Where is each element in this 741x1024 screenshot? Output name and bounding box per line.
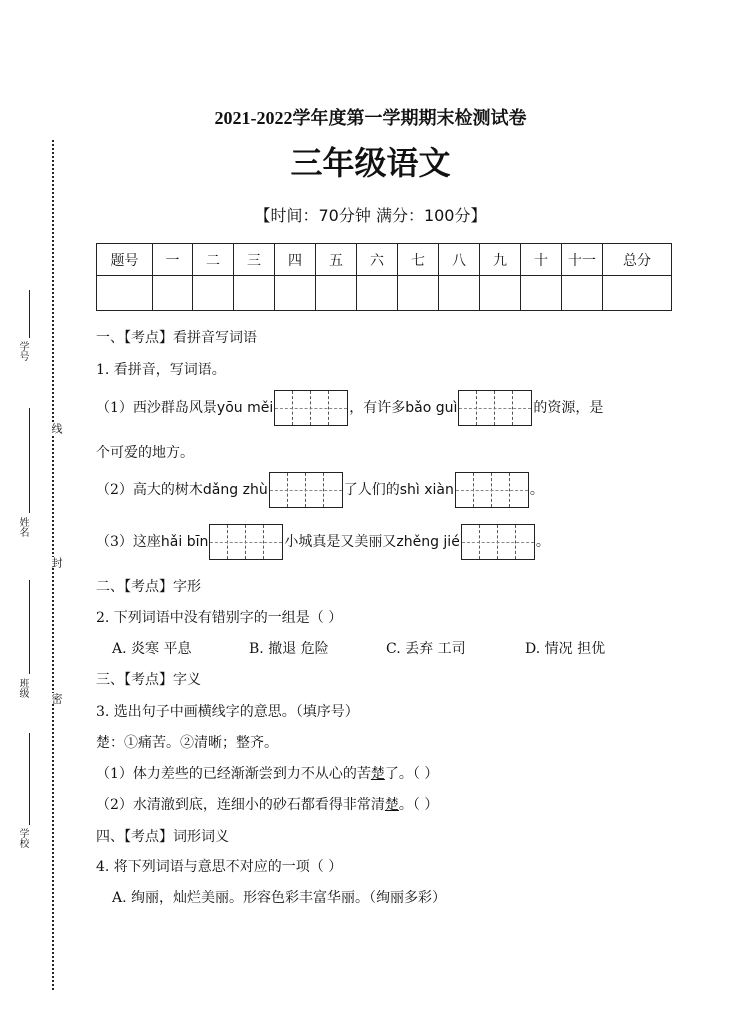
q1-line2-text-c: 。 xyxy=(529,482,544,498)
score-entry-cell[interactable] xyxy=(316,276,357,311)
section4-heading: 四、【考点】词形词义 xyxy=(96,829,229,845)
score-entry-cell[interactable] xyxy=(603,276,672,311)
writing-box[interactable] xyxy=(455,472,529,508)
q3-s1-text-b: 了。（ ） xyxy=(384,766,439,782)
score-header-cell: 三 xyxy=(234,244,275,276)
exam-title: 2021-2022学年度第一学期期末检测试卷 xyxy=(214,108,527,128)
score-header-cell: 十一 xyxy=(562,244,603,276)
q4-title: 4. 将下列词语与意思不对应的一项（ ） xyxy=(96,859,343,875)
pinyin-zhengjie: zhěng jié xyxy=(396,534,460,550)
q3-sentence-2 xyxy=(96,796,438,814)
score-entry-row xyxy=(97,276,672,311)
binding-mark-secret: 密 xyxy=(50,693,63,704)
q3-title: 3. 选出句子中画横线字的意思。（填序号） xyxy=(96,704,359,720)
name-blank[interactable] xyxy=(29,408,30,513)
score-header-cell: 九 xyxy=(480,244,521,276)
pinyin-shixian: shì xiàn xyxy=(399,482,454,498)
q1-line3 xyxy=(96,524,550,560)
pinyin-youmei: yōu měi xyxy=(216,400,274,416)
student-id-label: 学号 xyxy=(17,341,28,361)
q1-line2 xyxy=(96,472,544,508)
q3-s2-text-a: （2）水清澈到底，连细小的砂石都看得非常清 xyxy=(96,797,385,813)
score-entry-cell[interactable] xyxy=(439,276,480,311)
q1-title: 1. 看拼音，写词语。 xyxy=(96,362,226,378)
q3-s1-underlined-char: 楚 xyxy=(370,766,385,782)
score-header-cell: 八 xyxy=(439,244,480,276)
name-label: 姓名 xyxy=(17,517,28,537)
q3-meanings: 楚：①痛苦。②清晰；整齐。 xyxy=(96,735,278,751)
binding-mark-line: 线 xyxy=(50,423,63,434)
q2-option-d[interactable]: D. 情况 担优 xyxy=(525,641,606,657)
q3-sentence-1 xyxy=(96,765,438,783)
school-label: 学校 xyxy=(17,828,28,848)
q2-option-b[interactable]: B. 撤退 危险 xyxy=(249,641,329,657)
q1-line2-text-a: （2）高大的树木 xyxy=(96,482,203,498)
score-entry-cell[interactable] xyxy=(562,276,603,311)
q1-line1-text-b: ，有许多 xyxy=(349,400,406,416)
section3-heading: 三、【考点】字义 xyxy=(96,672,201,688)
q2-option-a[interactable]: A. 炎寒 平息 xyxy=(112,641,192,657)
writing-box[interactable] xyxy=(461,524,535,560)
q1-line1-text-a: （1）西沙群岛风景 xyxy=(96,400,217,416)
pinyin-baogui: bǎo guì xyxy=(405,400,458,416)
score-entry-cell[interactable] xyxy=(153,276,193,311)
pinyin-dangzhu: dǎng zhù xyxy=(202,482,268,498)
q2-option-c[interactable]: C. 丢弃 工司 xyxy=(386,641,466,657)
pinyin-haibin: hǎi bīn xyxy=(160,534,209,550)
score-header-cell: 五 xyxy=(316,244,357,276)
score-header-cell: 一 xyxy=(153,244,193,276)
writing-box[interactable] xyxy=(209,524,283,560)
q3-s2-underlined-char: 楚 xyxy=(384,797,399,813)
school-blank[interactable] xyxy=(29,733,30,825)
score-entry-cell[interactable] xyxy=(97,276,153,311)
score-header-row xyxy=(97,244,672,276)
writing-box[interactable] xyxy=(269,472,343,508)
q1-line3-text-c: 。 xyxy=(535,534,550,550)
q2-title: 2. 下列词语中没有错别字的一组是（ ） xyxy=(96,610,343,626)
q3-s1-text-a: （1）体力差些的已经渐渐尝到力不从心的苦 xyxy=(96,766,371,782)
score-header-cell: 四 xyxy=(275,244,316,276)
student-id-blank[interactable] xyxy=(29,290,30,338)
section1-heading: 一、【考点】看拼音写词语 xyxy=(96,330,257,346)
q1-line2-text-b: 了人们的 xyxy=(343,482,400,498)
q4-option-a[interactable]: A. 绚丽，灿烂美丽。形容色彩丰富华丽。（绚丽多彩） xyxy=(112,890,447,906)
score-entry-cell[interactable] xyxy=(193,276,234,311)
subject-title: 三年级语文 xyxy=(290,144,451,182)
score-header-cell: 总分 xyxy=(603,244,672,276)
writing-box[interactable] xyxy=(274,390,348,426)
q1-line1 xyxy=(96,390,603,426)
q1-line1-text-c: 的资源，是 xyxy=(533,400,604,416)
time-info: 【时间：70分钟 满分：100分】 xyxy=(254,206,487,225)
score-header-cell: 题号 xyxy=(97,244,153,276)
score-header-cell: 二 xyxy=(193,244,234,276)
score-header-cell: 六 xyxy=(357,244,398,276)
binding-mark-seal: 封 xyxy=(50,557,63,568)
class-blank[interactable] xyxy=(29,580,30,674)
q1-line3-text-a: （3）这座 xyxy=(96,534,161,550)
q1-line3-text-b: 小城真是又美丽又 xyxy=(284,534,397,550)
score-entry-cell[interactable] xyxy=(521,276,562,311)
score-entry-cell[interactable] xyxy=(480,276,521,311)
score-entry-cell[interactable] xyxy=(398,276,439,311)
q3-s2-text-b: 。（ ） xyxy=(398,797,439,813)
score-header-cell: 十 xyxy=(521,244,562,276)
score-entry-cell[interactable] xyxy=(357,276,398,311)
score-entry-cell[interactable] xyxy=(234,276,275,311)
score-entry-cell[interactable] xyxy=(275,276,316,311)
class-label: 班级 xyxy=(17,678,28,698)
score-header-cell: 七 xyxy=(398,244,439,276)
score-table xyxy=(96,243,672,311)
writing-box[interactable] xyxy=(458,390,532,426)
q1-line1-continued: 个可爱的地方。 xyxy=(96,445,194,461)
section2-heading: 二、【考点】字形 xyxy=(96,579,201,595)
